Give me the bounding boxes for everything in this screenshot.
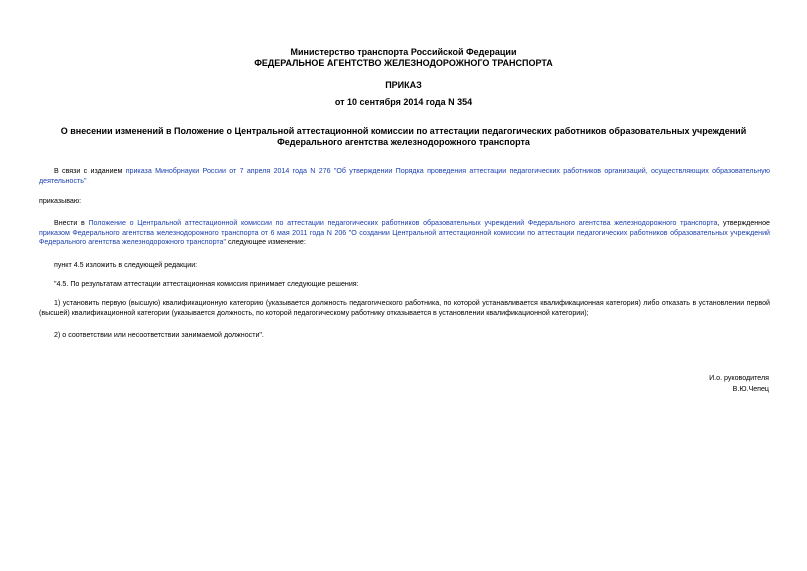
order-206-link[interactable]: приказом Федерального агентства железнодорожного транспорта от 6 мая 2011 года N 206 "О создании Центральной аттестационной комиссии по аттестации педагогических работников образовательных учреждений Федерального агентства железнодорожного транспорта" <box>39 228 770 247</box>
amend-suffix: следующее изменение: <box>226 238 306 247</box>
ministry-name: Министерство транспорта Российской Федерации <box>290 47 517 57</box>
signature-position: И.о. руководителя <box>709 374 769 382</box>
basis-prefix: В связи с изданием <box>54 167 126 175</box>
doc-type: ПРИКАЗ <box>385 80 422 90</box>
paragraph-results: "4.5. По результатам аттестации аттестационная комиссия принимает следующие решения: <box>54 280 359 288</box>
doc-date-number: от 10 сентября 2014 года N 354 <box>334 97 473 107</box>
amend-mid: , утвержденное <box>717 219 770 227</box>
paragraph-point: пункт 4.5 изложить в следующей редакции: <box>54 261 198 269</box>
paragraph-amend <box>39 219 770 248</box>
doc-title-line1: О внесении изменений в Положение о Центральной аттестационной комиссии по аттестации педагогических работников образовательных учреждений <box>60 126 747 136</box>
signature-name: В.Ю.Чепец <box>732 385 769 393</box>
paragraph-decision-2: 2) о соответствии или несоответствии занимаемой должности". <box>54 331 264 339</box>
amend-prefix: Внести в <box>54 219 89 227</box>
paragraph-decision-1: 1) установить первую (высшую) квалификационную категорию (указывается должность педагогического работника, по которой устанавливается квалификационная категория) либо отказать в установлении первой (высшей) квалификационной категории (указывается должность, по которой педагогическому работнику отказывается в установлении квалификационной категории); <box>39 299 770 317</box>
order-276-link[interactable]: приказа Минобрнауки России от 7 апреля 2014 года N 276 "Об утверждении Порядка проведения аттестации педагогических работников организаций, осуществляющих образовательную деятельность" <box>39 167 770 185</box>
paragraph-order: приказываю: <box>39 197 82 205</box>
paragraph-basis <box>39 167 770 186</box>
agency-name: ФЕДЕРАЛЬНОЕ АГЕНТСТВО ЖЕЛЕЗНОДОРОЖНОГО ТРАНСПОРТА <box>254 58 553 68</box>
regulation-link[interactable]: Положение о Центральной аттестационной комиссии по аттестации педагогических работников образовательных учреждений Федерального агентства железнодорожного транспорта <box>88 219 718 227</box>
doc-title-line2: Федерального агентства железнодорожного транспорта <box>277 137 530 147</box>
